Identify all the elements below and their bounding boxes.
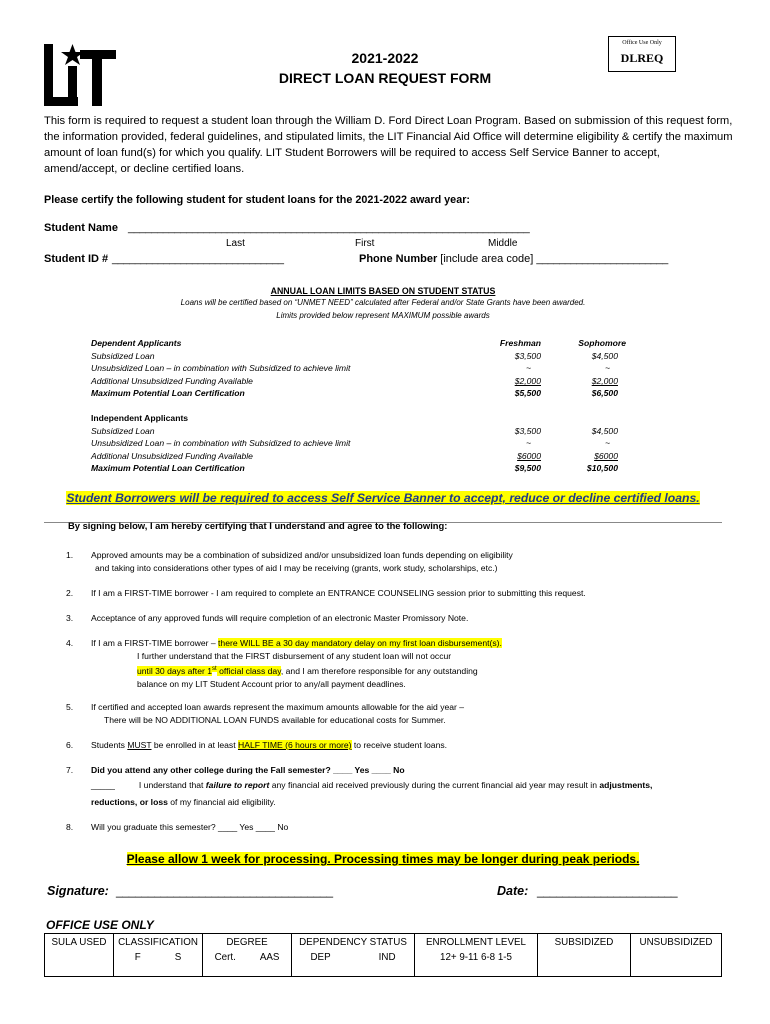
item-line [91,637,731,650]
item-text [91,764,731,811]
graduate-question[interactable]: Will you graduate this semester? ____ Yes ____ No [91,822,289,832]
lit-logo [44,44,116,106]
item-line [91,663,731,678]
date-label: Date: [497,884,529,898]
item-text-part: of my financial aid eligibility. [167,797,276,807]
classification-cell [114,934,203,977]
office-use-box [608,36,676,72]
item-text-part: , and I am therefore responsible for any outstanding [280,665,478,676]
processing-notice-wrap [44,850,722,868]
dependent-heading: Dependent Applicants [91,338,182,348]
initial-blank[interactable]: _____ [91,780,115,790]
row-label: Additional Unsubsidized Funding Available [91,375,253,386]
freshman-value: $5,500 [514,388,541,399]
dep-row-maximum [91,387,651,399]
limits-header-row [91,337,651,349]
adjustments-text: adjustments, [599,780,653,790]
dep-row-subsidized [91,350,651,362]
office-use-title: OFFICE USE ONLY [46,918,154,932]
freshman-value: $3,500 [514,425,541,436]
item-line: If certified and accepted loan awards represent the maximum amounts allowable for the aid year – [91,702,465,712]
limits-title: ANNUAL LOAN LIMITS BASED ON STUDENT STATUS [270,286,496,296]
item-text-part: any financial aid received previously during the current financial aid year may result in [269,780,600,790]
phone-label: Phone Number [359,253,438,265]
item-text-part: be enrolled in at least [151,740,238,750]
banner-notice: Student Borrowers will be required to access Self Service Banner to accept, reduce or decline certified loans. [66,491,700,505]
sophomore-value: ~ [604,363,610,374]
form-title: DIRECT LOAN REQUEST FORM [278,70,492,86]
reductions-text: reductions, or loss [91,797,168,807]
student-name-field[interactable]: _____________________________________________________________________ [128,222,530,234]
sula-used-label: SULA USED [51,937,107,948]
item-text [91,701,731,727]
enrollment-cell [415,934,538,977]
signing-intro: By signing below, I am hereby certifying that I understand and agree to the following: [68,520,448,531]
ind-row-additional [91,450,651,462]
sophomore-value: $4,500 [591,425,618,436]
class-s[interactable]: S [174,952,182,963]
student-id-label: Student ID # [44,253,109,265]
sophomore-value: $6,500 [591,388,618,399]
item-line [91,777,731,794]
ind-row-subsidized [91,425,651,437]
date-field[interactable]: ______________________ [537,884,678,898]
item-number: 1. [66,550,74,560]
row-label: Unsubsidized Loan – in combination with Subsidized to achieve limit [91,438,351,449]
highlighted-class-day: until 30 days after 1 [137,665,213,676]
item-number: 6. [66,740,74,750]
phone-field[interactable]: _______________________ [536,253,668,265]
row-label: Subsidized Loan [91,350,155,361]
subsidized-cell [538,934,631,977]
freshman-value: $2,000 [514,375,541,386]
row-label: Maximum Potential Loan Certification [91,388,245,399]
sula-used-cell [45,934,114,977]
item-text: If I am a FIRST-TIME borrower - I am required to complete an ENTRANCE COUNSELING session prior to submitting this request. [91,588,586,598]
unsubsidized-cell [631,934,722,977]
office-use-table [44,933,722,977]
classification-label: CLASSIFICATION [118,937,198,948]
must-emphasis: MUST [127,740,152,750]
item-number: 2. [66,588,74,598]
degree-cert[interactable]: Cert. [214,952,236,963]
sophomore-value: $2,000 [591,375,618,386]
item-line: and taking into considerations other types of aid I may be receiving (grants, work study, scholarships, etc.) [95,563,498,573]
enrollment-label: ENROLLMENT LEVEL [425,937,526,948]
freshman-value: ~ [525,438,531,449]
form-year: 2021-2022 [351,50,419,66]
first-name-caption: First [355,238,375,249]
certify-text: Please certify the following student for student loans for the 2021-2022 award year: [44,194,470,206]
dep-row-additional [91,375,651,387]
freshman-value: $6000 [517,450,541,461]
row-label: Additional Unsubsidized Funding Available [91,450,253,461]
class-f[interactable]: F [134,952,141,963]
item-number: 7. [66,765,74,775]
phone-label-group [359,253,668,265]
sophomore-value: ~ [604,438,610,449]
middle-name-caption: Middle [488,238,518,249]
item-text-part: Students [91,740,128,750]
failure-to-report: failure to report [205,780,270,790]
item-text: Acceptance of any approved funds will require completion of an electronic Master Promissory Note. [91,613,469,623]
independent-heading-row [91,412,651,424]
freshman-value: ~ [525,363,531,374]
item-text [91,637,731,691]
other-college-question[interactable]: Did you attend any other college during the Fall semester? ____ Yes ____ No [91,765,405,775]
ordinal-suffix: st [212,666,217,672]
item-number: 5. [66,702,74,712]
independent-heading: Independent Applicants [91,413,189,423]
degree-label: DEGREE [226,937,268,948]
processing-notice: Please allow 1 week for processing. Processing times may be longer during peak periods. [126,852,640,866]
degree-aas[interactable]: AAS [259,952,280,963]
item-number: 4. [66,638,74,648]
row-label: Unsubsidized Loan – in combination with Subsidized to achieve limit [91,363,351,374]
freshman-value: $3,500 [514,350,541,361]
banner-notice-wrap [44,489,722,507]
highlighted-delay-text: there WILL BE a 30 day mandatory delay on my first loan disbursement(s). [218,638,502,648]
item-line [91,794,731,811]
form-code: DLREQ [620,51,664,65]
enrollment-values[interactable]: 12+ 9-11 6-8 1-5 [440,952,512,963]
item-text [91,549,731,575]
highlighted-class-day: official class day [216,665,281,676]
dependency-label: DEPENDENCY STATUS [299,937,407,948]
ind-row-unsubsidized [91,437,651,449]
item-line: There will be NO ADDITIONAL LOAN FUNDS available for educational costs for Summer. [104,715,446,725]
item-text [91,739,731,752]
signature-field[interactable]: __________________________________ [116,884,333,898]
phone-hint: [include area code] [440,253,534,265]
highlighted-half-time: HALF TIME (6 hours or more) [238,740,352,750]
degree-cell [203,934,292,977]
dependency-cell [292,934,415,977]
intro-paragraph: This form is required to request a student loan through the William D. Ford Direct Loan Program. Based on submission of this request form, the information provided, federal guidelines, and stipulated limits, the LIT Financial Aid Office will determine eligibility & certify the maximum amount of loan fund(s) for which you qualify. LIT Student Borrowers will be required to access Self Service Banner to accept, amend/accept, or decline certified loans. [44,115,733,175]
sophomore-heading: Sophomore [578,338,626,348]
sophomore-value: $10,500 [586,463,618,474]
item-number: 3. [66,613,74,623]
limits-note-unmet-need: Loans will be certified based on “UNMET NEED” calculated after Federal and/or State Grants have been awarded. [180,298,586,307]
student-id-field[interactable]: ______________________________ [112,253,284,265]
signature-label: Signature: [47,884,109,898]
item-line: I further understand that the FIRST disbursement of any student loan will not occur [137,651,452,661]
sophomore-value: $6000 [594,450,618,461]
dep-row-unsubsidized [91,362,651,374]
item-text-part: If I am a FIRST-TIME borrower – [91,638,219,648]
unsubsidized-label: UNSUBSIDIZED [639,937,713,948]
row-label: Subsidized Loan [91,425,155,436]
student-name-label: Student Name [44,222,118,234]
item-line: Approved amounts may be a combination of subsidized and/or unsubsidized loan funds depending on eligibility [91,550,513,560]
freshman-heading: Freshman [499,338,541,348]
dependency-dep[interactable]: DEP [310,952,331,963]
dependency-ind[interactable]: IND [378,952,396,963]
sophomore-value: $4,500 [591,350,618,361]
row-label: Maximum Potential Loan Certification [91,463,245,474]
subsidized-label: SUBSIDIZED [554,937,614,948]
ind-row-maximum [91,462,651,474]
item-number: 8. [66,822,74,832]
office-use-label: Office Use Only [622,40,662,46]
item-text-part: to receive student loans. [351,740,448,750]
limits-note-maximum: Limits provided below represent MAXIMUM possible awards [276,311,490,320]
item-line: balance on my LIT Student Account prior to any/all payment deadlines. [137,678,406,689]
last-name-caption: Last [226,238,245,249]
loan-limits-table [91,337,651,477]
item-text-part: I understand that [138,780,206,790]
freshman-value: $9,500 [514,463,541,474]
